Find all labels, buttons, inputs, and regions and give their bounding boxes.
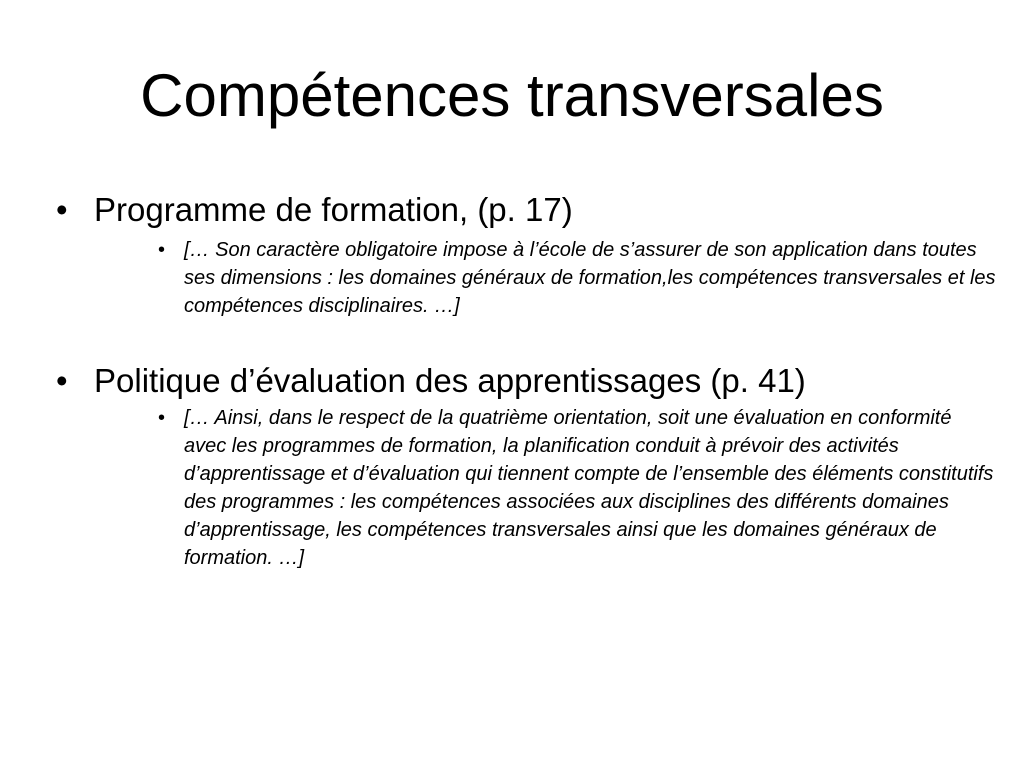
slide-title: Compétences transversales (140, 62, 884, 129)
sub-bullet-text: [… Son caractère obligatoire impose à l’école de s’assurer de son application dans toutes ses dimensions : les domaines généraux de formation,les compétences transversales et les compétences disciplinaires. …] (184, 239, 996, 317)
bullet-text: Politique d’évaluation des apprentissages (p. 41) (94, 362, 806, 399)
bullet-marker: • (56, 362, 68, 399)
sub-bullet-politique-quote (158, 404, 998, 572)
sub-bullet-text: [… Ainsi, dans le respect de la quatrième orientation, soit une évaluation en conformité avec les programmes de formation, la planification conduit à prévoir des activités d’apprentissage et d’évaluation qui tiennent compte de l’ensemble des éléments constitutifs des programmes : les compétences associées aux disciplines des différents domaines d’apprentissage, les compétences transversales ainsi que les domaines généraux de formation. …] (184, 407, 994, 569)
bullet-text: Programme de formation, (p. 17) (94, 191, 573, 228)
sub-bullet-programme-quote (158, 236, 998, 320)
bullet-marker: • (56, 191, 68, 228)
sub-bullet-marker: • (158, 239, 166, 261)
sub-bullet-marker: • (158, 407, 166, 429)
